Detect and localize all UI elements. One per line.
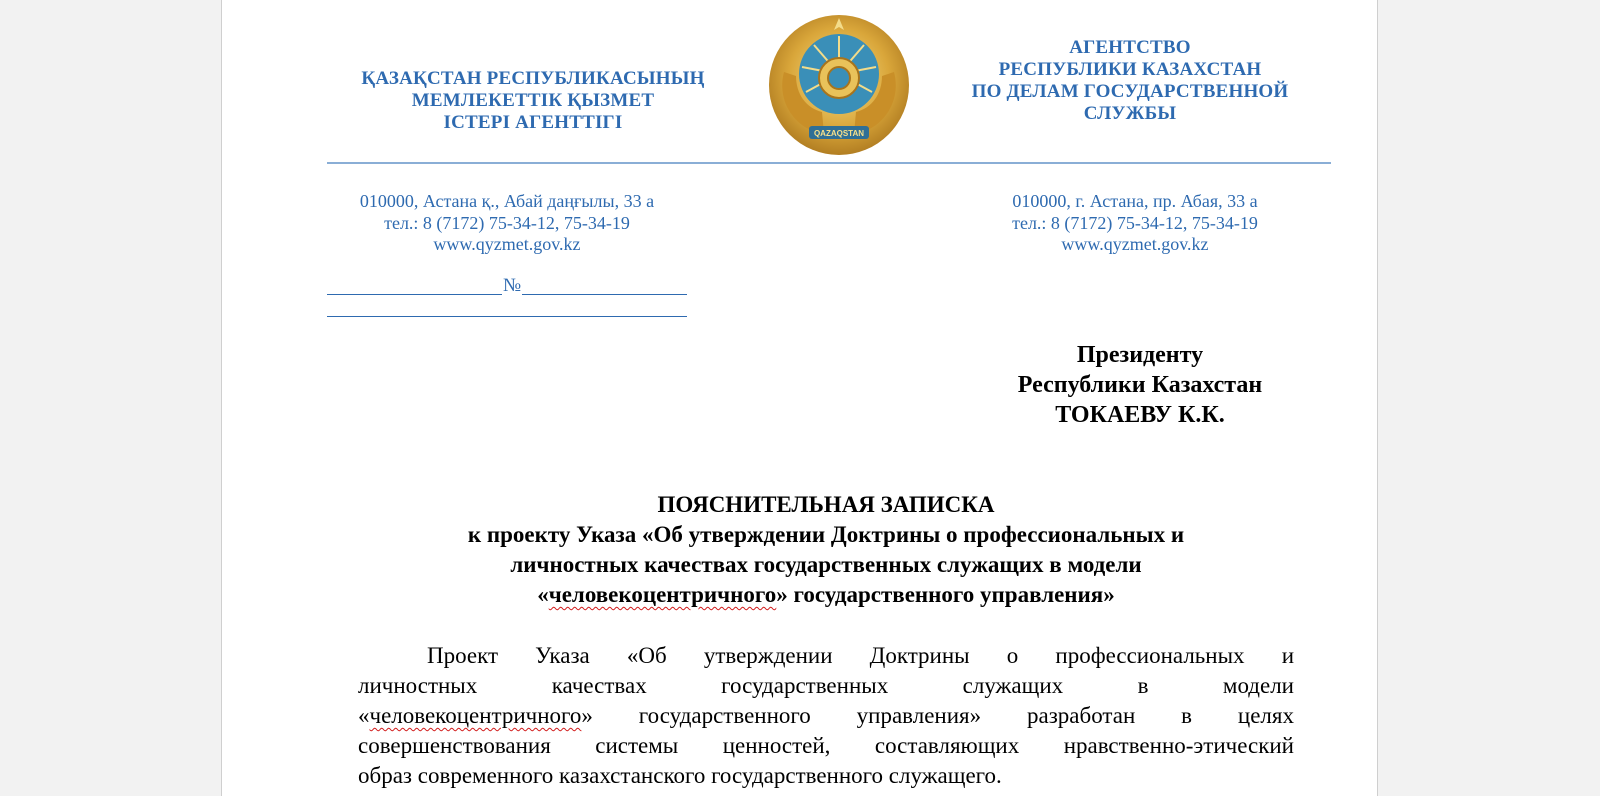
spellcheck-flagged-word: человекоцентричного (548, 582, 777, 607)
agency-name-ru-line: ПО ДЕЛАМ ГОСУДАРСТВЕННОЙ (971, 81, 1289, 102)
paragraph-line: личностных качествах государственных служащих в модели (358, 673, 1294, 698)
spellcheck-flagged-word: человекоцентричного (369, 703, 582, 728)
body-line-rest: » государственного управления» разработан в целях (581, 703, 1294, 728)
title-quote-open: « (537, 582, 549, 607)
agency-name-russian (960, 37, 1300, 125)
agency-name-kazakh (353, 68, 713, 134)
paragraph-line: образ современного казахстанского государственного служащего. (358, 763, 1002, 788)
agency-name-kz-line: МЕМЛЕКЕТТІК ҚЫЗМЕТ (411, 90, 655, 111)
emblem-text: QAZAQSTAN (813, 129, 865, 138)
title-subject-line (327, 580, 1325, 610)
address-phone: тел.: 8 (7172) 75-34-12, 75-34-19 (1012, 212, 1258, 233)
paragraph-line (358, 701, 1294, 731)
body-quote-open: « (358, 703, 370, 728)
address-kazakh (327, 191, 687, 256)
paragraph-line: Проект Указа «Об утверждении Доктрины о профессиональных и (427, 643, 1294, 668)
address-website: www.qyzmet.gov.kz (433, 234, 581, 254)
agency-name-ru-line: СЛУЖБЫ (1083, 103, 1177, 124)
registration-number-line (522, 294, 687, 295)
title-subject-line: личностных качествах государственных служащих в модели (510, 552, 1142, 577)
agency-name-ru-line: АГЕНТСТВО (1069, 37, 1191, 58)
document-title (327, 490, 1325, 610)
paragraph-line: совершенствования системы ценностей, составляющих нравственно-этический (358, 733, 1294, 758)
recipient-block (980, 340, 1300, 430)
registration-second-line (327, 316, 687, 317)
state-emblem-icon (766, 12, 912, 158)
title-line-rest: » государственного управления» (776, 582, 1115, 607)
recipient-line: Президенту (1076, 342, 1204, 368)
address-line: 010000, Астана қ., Абай даңғылы, 33 а (359, 191, 655, 211)
address-line: 010000, г. Астана, пр. Абая, 33 а (1012, 191, 1258, 211)
recipient-line: ТОКАЕВУ К.К. (1055, 402, 1225, 428)
registration-number-sign: № (503, 275, 522, 296)
agency-name-kz-line: ҚАЗАҚСТАН РЕСПУБЛИКАСЫНЫҢ (361, 68, 705, 89)
title-subject-line: к проекту Указа «Об утверждении Доктрины о профессиональных и (467, 522, 1185, 547)
agency-name-ru-line: РЕСПУБЛИКИ КАЗАХСТАН (998, 59, 1262, 80)
address-phone: тел.: 8 (7172) 75-34-12, 75-34-19 (384, 212, 630, 233)
registration-date-line (327, 294, 502, 295)
title-heading: ПОЯСНИТЕЛЬНАЯ ЗАПИСКА (657, 492, 995, 517)
address-russian (985, 191, 1285, 256)
agency-name-kz-line: ІСТЕРІ АГЕНТТІГІ (443, 112, 623, 133)
address-website: www.qyzmet.gov.kz (1061, 234, 1209, 254)
recipient-line: Республики Казахстан (1017, 372, 1263, 398)
body-paragraph (358, 641, 1294, 791)
header-divider (327, 162, 1331, 164)
